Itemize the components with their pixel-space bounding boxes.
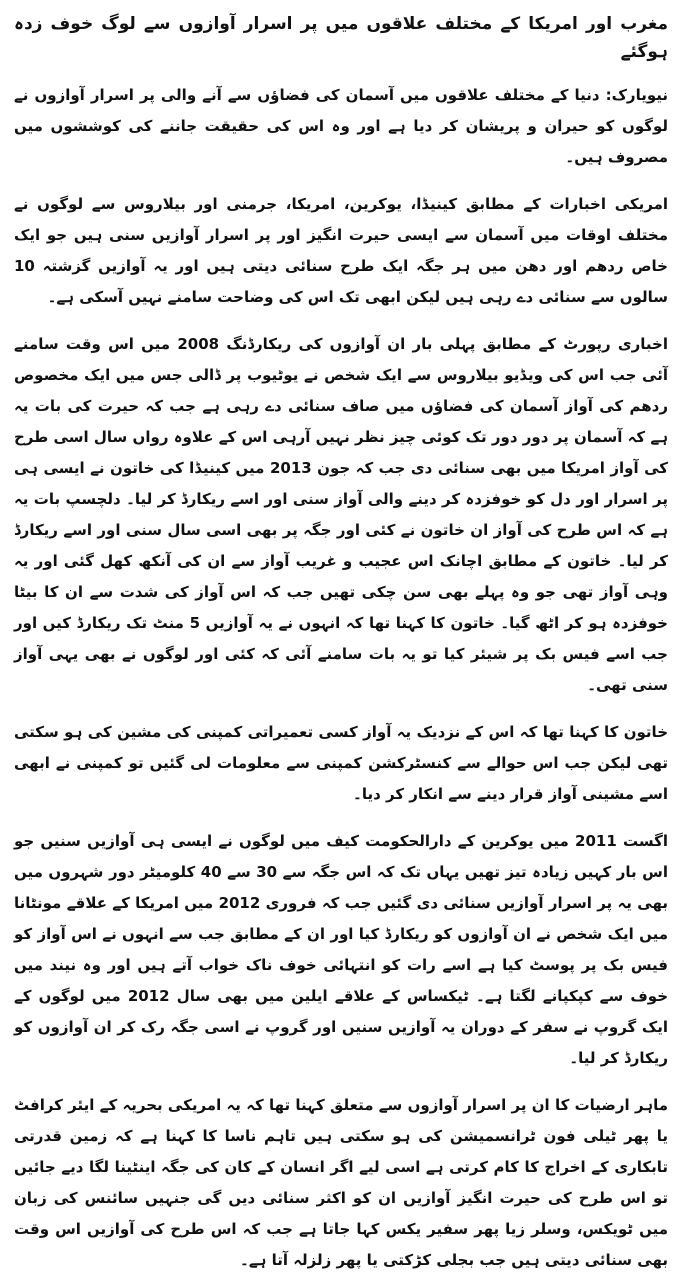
article-paragraph-1: نیویارک: دنیا کے مختلف علاقوں میں آسمان کی فضاؤں سے آنے والی پر اسرار آوازوں نے لوگوں کو حیران و پریشان کر دیا ہے اور وہ اس کی حقیقت جاننے کی کوششوں میں مصروف ہیں۔ xyxy=(14,86,668,166)
article-paragraph-2: امریکی اخبارات کے مطابق کینیڈا، یوکرین، امریکا، جرمنی اور بیلاروس سے لوگوں نے مختلف اوقات میں آسمان سے ایسی حیرت انگیز اور پر اسرار آوازیں سنی ہیں جو ایک خاص ردھم اور دھن میں ہر جگہ ایک طرح سنائی دیتی ہیں اور یہ آوازیں گزشتہ 10 سالوں سے سنائی دے رہی ہیں لیکن ابھی تک اس کی وضاحت سامنے نہیں آسکی ہے۔ xyxy=(14,195,668,306)
article-headline: مغرب اور امریکا کے مختلف علاقوں میں پر اسرار آوازوں سے لوگ خوف زدہ ہوگئے xyxy=(14,14,668,62)
article-paragraph-5: اگست 2011 میں یوکرین کے دارالحکومت کیف میں لوگوں نے ایسی ہی آوازیں سنیں جو اس بار کہیں زیادہ تیز تھیں یہاں تک کہ اس جگہ سے 30 سے 40 کلومیٹر دور شہروں میں بھی یہ پر اسرار آوازیں سنائی دی گئیں جب کہ فروری 2012 میں امریکا کے علاقے مونٹانا میں ایک شخص نے ان آوازوں کو ریکارڈ کیا اور ان کے مطابق جب سے انہوں نے اس آواز کو فیس بک پر پوسٹ کیا ہے اسے رات کو انتہائی خوف ناک خواب آتے ہیں اور وہ نیند میں خوف سے کپکپانے لگتا ہے۔ ٹیکساس کے علاقے ایلین میں بھی سال 2012 میں لوگوں کے ایک گروپ نے سفر کے دوران یہ آوازیں سنیں اور گروپ نے اسی جگہ رک کر ان آوازوں کو ریکارڈ کر لیا۔ xyxy=(14,832,669,1067)
article-paragraph-4: خاتون کا کہنا تھا کہ اس کے نزدیک یہ آواز کسی تعمیراتی کمپنی کی مشین کی ہو سکتی تھی لیکن جب اس حوالے سے کنسٹرکشن کمپنی سے معلومات لی گئیں تو کمپنی نے ابھی اسے مشینی آواز قرار دینے سے انکار کر دیا۔ xyxy=(14,723,668,803)
article-paragraph-3: اخباری رپورٹ کے مطابق پہلی بار ان آوازوں کی ریکارڈنگ 2008 میں اس وقت سامنے آئی جب اس کی ویڈیو بیلاروس سے ایک شخص نے یوٹیوب پر ڈالی جس میں ایک مخصوص ردھم کی آواز آسمان کی فضاؤں میں صاف سنائی دے رہی ہے جب کہ حیرت کی بات یہ ہے کہ آسمان پر دور دور تک کوئی چیز نظر نہیں آرہی اس کے علاوہ رواں سال اسی طرح کی آواز امریکا میں بھی سنائی دی جب کہ جون 2013 میں کینیڈا کی خاتون نے ایسی ہی پر اسرار اور دل کو خوفزدہ کر دینے والی آواز سنی اور اسے ریکارڈ کر لیا۔ دلچسپ بات یہ ہے کہ اس طرح کی آواز ان خاتون نے کئی اور جگہ پر بھی اسی سال سنی اور اسے ریکارڈ کر لیا۔ خاتون کے مطابق اچانک اس عجیب و غریب آواز سے ان کی آنکھ کھل گئی اور یہ وہی آواز تھی جو وہ پہلے بھی سن چکی تھیں جب کہ اس آواز کی شدت سے ان کا بیٹا خوفزدہ ہو کر اٹھ گیا۔ خاتون کا کہنا تھا کہ انہوں نے یہ آوازیں 5 منٹ تک ریکارڈ کیں اور جب اسے فیس بک پر شیئر کیا تو یہ بات سامنے آئی کہ کئی اور لوگوں نے بھی یہی آواز سنی تھی۔ xyxy=(14,335,668,694)
article-paragraph-6: ماہر ارضیات کا ان پر اسرار آوازوں سے متعلق کہنا تھا کہ یہ امریکی بحریہ کے ایئر کرافٹ یا پھر ٹیلی فون ٹرانسمیشن کی ہو سکتی ہیں تاہم ناسا کا کہنا ہے کہ زمین قدرتی تابکاری کے اخراج کا کام کرتی ہے اسی لیے اگر انسان کے کان کی جگہ اینٹینا لگا دیے جائیں تو اس طرح کی حیرت انگیز آوازیں ان کو اکثر سنائی دیں گی جنہیں سائنس کی زبان میں ٹویکس، وسلر زیا پھر سفیر یکس کہا جاتا ہے جب کہ اس طرح کی آوازیں اس وقت بھی سنائی دیتی ہیں جب بجلی کڑکتی یا پھر زلزلہ آتا ہے۔ xyxy=(14,1096,668,1269)
